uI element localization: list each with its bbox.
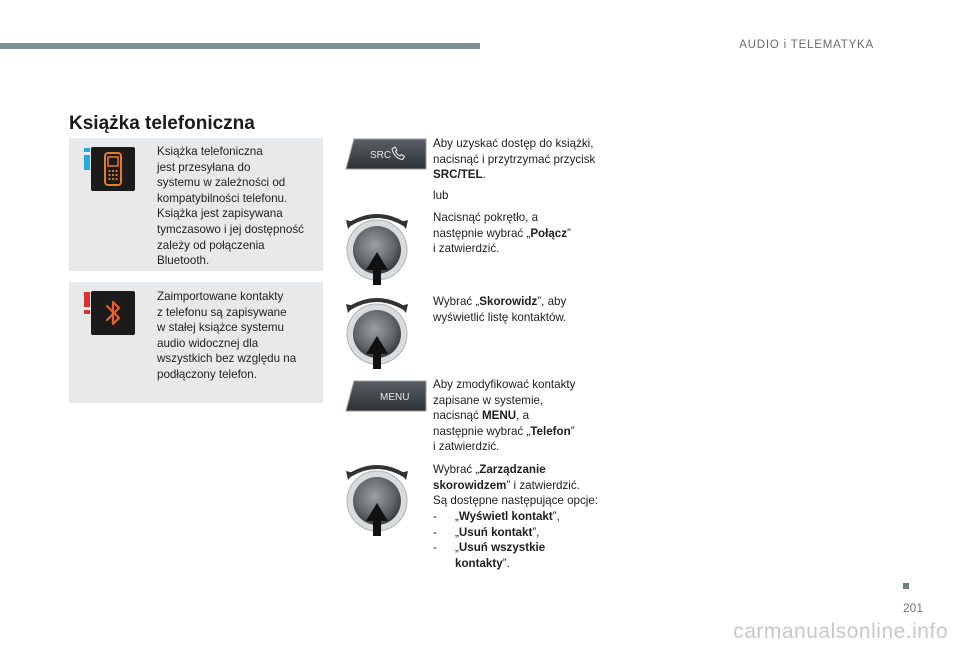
or-text: lub <box>433 189 449 202</box>
section-title: AUDIO i TELEMATYKA <box>739 39 874 51</box>
step-3-text: Wybrać „Skorowidz”, aby wyświetlić listę kontaktów. <box>433 295 567 324</box>
phone-icon <box>91 147 135 191</box>
info-box <box>69 138 323 271</box>
header-bar <box>0 43 480 49</box>
rotary-knob-1[interactable] <box>344 208 410 286</box>
list-item: - „Usuń kontakt”, <box>433 525 540 539</box>
src-tel-button[interactable] <box>344 137 428 171</box>
step-1-text: Aby uzyskać dostęp do książki, nacisnąć i przytrzymać przycisk SRC/TEL. <box>433 137 596 182</box>
menu-label: MENU <box>380 392 410 403</box>
page-number: 201 <box>903 601 924 615</box>
step-2-text: Nacisnąć pokrętło, a następnie wybrać „Połącz” i zatwierdzić. <box>433 211 571 256</box>
bluetooth-icon <box>91 291 135 335</box>
warning-text: Zaimportowane kontakty z telefonu są zapisywane w stałej książce systemu audio widocznej dla wszystkich bez względu na podłączony telefon. <box>157 290 297 381</box>
step-4-text: Aby zmodyfikować kontakty zapisane w systemie, nacisnąć MENU, a następnie wybrać „Telefon” i zatwierdzić. <box>433 378 576 454</box>
list-item: - „Usuń wszystkie kontakty”. <box>433 541 546 570</box>
info-text: Książka telefoniczna jest przesyłana do systemu w zależności od kompatybilności telefonu. Książka jest zapisywana tymczasowo i jej dostępność zależy od połączenia Bluetooth. <box>157 145 304 268</box>
rotary-knob-2[interactable] <box>344 292 410 370</box>
step-5-text: Wybrać „Zarządzanie skorowidzem” i zatwierdzić. Są dostępne następujące opcje: <box>433 463 599 508</box>
rotary-knob-3[interactable] <box>344 459 410 537</box>
info-icon <box>83 148 91 170</box>
menu-button[interactable] <box>344 379 428 413</box>
page-marker <box>903 583 909 589</box>
src-label: SRC <box>370 150 392 161</box>
warning-icon <box>83 292 91 314</box>
list-item: - „Wyświetl kontakt”, <box>433 510 560 523</box>
options-list <box>433 509 603 571</box>
warning-box <box>69 282 323 403</box>
watermark: carmanualsonline.info <box>733 620 948 643</box>
page-title: Książka telefoniczna <box>69 113 255 134</box>
